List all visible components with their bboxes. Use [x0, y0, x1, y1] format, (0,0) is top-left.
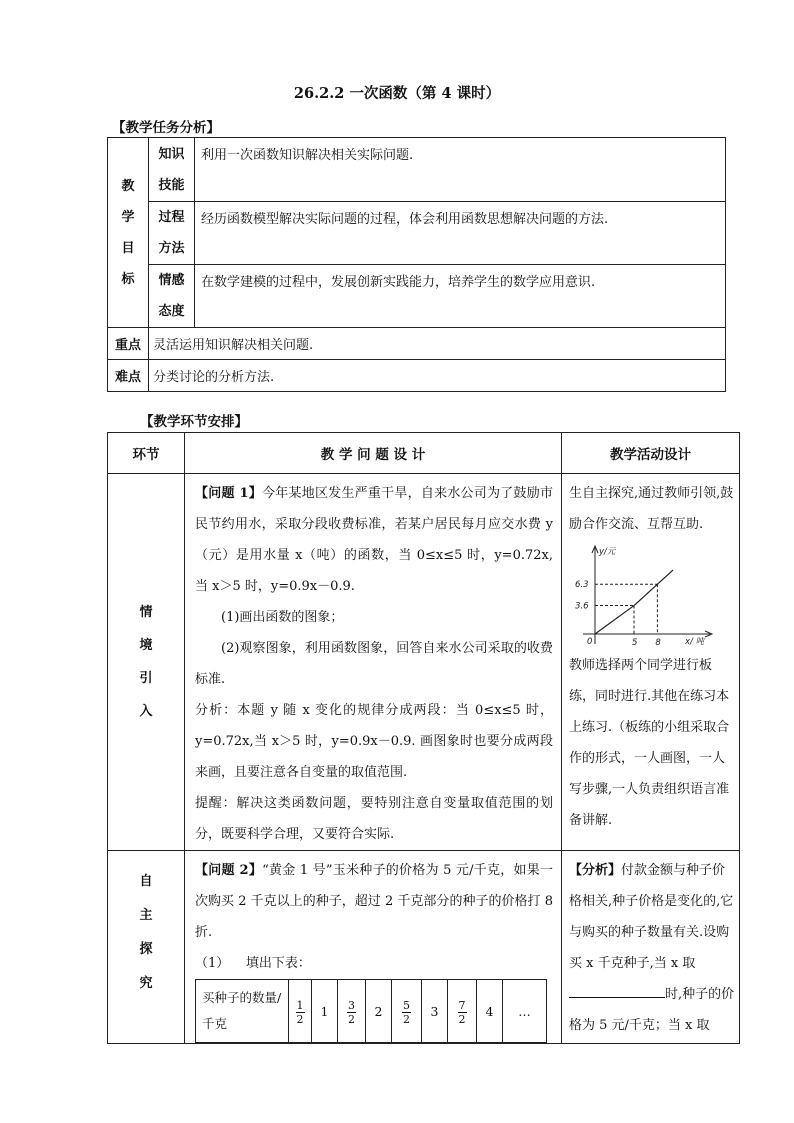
seed-table-cell: $\frac{1}{2}$: [289, 980, 312, 1043]
seed-table-cell: …: [503, 980, 547, 1043]
objective-content: 经历函数模型解决实际问题的过程，体会利用函数思想解决问题的方法.: [195, 202, 726, 265]
header-activity: 教学活动设计: [562, 433, 740, 474]
seed-table-cell: 3: [422, 980, 448, 1043]
problem-1-analysis: 分析：本题 y 随 x 变化的规律分成两段：当 0≤x≤5 时，y=0.72x,当 x＞5 时，y=0.9x－0.9. 画图象时也要分成两段来画，且要注意各自变量的取值范围.: [195, 703, 553, 780]
seed-table-cell: $\frac{3}{2}$: [338, 980, 366, 1043]
y-tick-label: 6.3: [575, 580, 589, 591]
y-tick-label: 3.6: [575, 601, 589, 612]
activity-1-text: 生自主探究,通过教师引领,鼓励合作交流、互帮互助.: [569, 486, 734, 532]
activity-2-text-2: 时,种子的价格为 5 元/千克；当 x 取: [569, 987, 735, 1033]
function-graph: [565, 540, 725, 650]
seed-table: [195, 979, 547, 1043]
section-heading-task-analysis: 【教学任务分析】: [112, 120, 220, 136]
graph-line: [595, 606, 634, 634]
header-design: 教 学 问 题 设 计: [185, 433, 562, 474]
teaching-table: [107, 432, 740, 1044]
problem-1-cell: [185, 474, 562, 851]
section-heading-arrangement: 【教学环节安排】: [140, 414, 248, 430]
x-tick-label: 5: [632, 638, 638, 648]
objective-label: 情感 态度: [149, 265, 195, 328]
seed-table-cell: 1: [312, 980, 338, 1043]
problem-2-cell: [185, 851, 562, 1044]
seed-table-cell: $\frac{5}{2}$: [392, 980, 422, 1043]
objective-label: 知识 技能: [149, 138, 195, 202]
objectives-vertical-label: 教 学 目 标: [108, 138, 149, 328]
x-tick-label: 8: [655, 638, 661, 648]
difficulty-content: 分类讨论的分析方法.: [149, 360, 726, 392]
problem-1-text: 今年某地区发生严重干旱，自来水公司为了鼓励市民节约用水，采取分段收费标准，若某户居民每月应交水费 y（元）是用水量 x（吨）的函数，当 0≤x≤5 时，y=0.72x,当 x＞5 时，y=0.9x－0.9.: [195, 486, 553, 594]
origin-label: 0: [587, 637, 593, 647]
stage-label: 情 境 引 入: [108, 474, 185, 851]
activity-2-text: 付款金额与种子价格相关,种子价格是变化的,它与购买的种子数量有关.设购买 x 千克种子,当 x 取: [569, 863, 734, 971]
problem-2-q1: 填出下表：: [245, 956, 311, 971]
graph-line-2: [634, 570, 673, 606]
y-axis-label: y/元: [599, 547, 616, 557]
key-point-content: 灵活运用知识解决相关问题.: [149, 328, 726, 360]
activity-2-cell: [562, 851, 740, 1044]
objective-content: 在数学建模的过程中，发展创新实践能力，培养学生的数学应用意识.: [195, 265, 726, 328]
difficulty-label: 难点: [108, 360, 149, 392]
problem-1-question-2: (2)观察图象，利用函数图象，回答自来水公司采取的收费标准.: [195, 641, 553, 687]
x-axis-label: x/ 吨: [685, 637, 705, 647]
activity-1-text-2: 教师选择两个同学进行板练，同时进行.其他在练习本上练习.（板练的小组采取合作的形式，一人画图，一人写步骤,一人负责组织语言准备讲解.: [569, 658, 730, 828]
problem-1-tag: 【问题 1】: [195, 486, 262, 501]
key-point-label: 重点: [108, 328, 149, 360]
stage-label: 自 主 探 究: [108, 851, 185, 1044]
activity-2-tag: 【分析】: [569, 863, 622, 878]
objectives-table: [107, 137, 726, 392]
seed-table-cell: $\frac{7}{2}$: [448, 980, 477, 1043]
header-stage: 环节: [108, 433, 185, 474]
answer-blank[interactable]: [569, 983, 665, 998]
page-title: 26.2.2 一次函数（第 4 课时）: [293, 85, 501, 102]
activity-1-cell: [562, 474, 740, 851]
seed-table-head: 买种子的数量/千克: [196, 980, 289, 1043]
objective-content: 利用一次函数知识解决相关实际问题.: [195, 138, 726, 202]
seed-table-cell: 4: [477, 980, 503, 1043]
problem-1-question-1: (1)画出函数的图象；: [221, 610, 344, 625]
seed-table-cell: 2: [366, 980, 392, 1043]
problem-1-tip: 提醒：解决这类函数问题，要特别注意自变量取值范围的划分，既要科学合理，又要符合实际.: [195, 796, 553, 842]
problem-2-tag: 【问题 2】: [195, 863, 263, 878]
objective-label: 过程 方法: [149, 202, 195, 265]
problem-2-text: “黄金 1 号”玉米种子的价格为 5 元/千克，如果一次购买 2 千克以上的种子，超过 2 千克部分的种子的价格打 8 折.: [195, 863, 553, 940]
problem-2-q1-num: （1）: [195, 956, 230, 971]
